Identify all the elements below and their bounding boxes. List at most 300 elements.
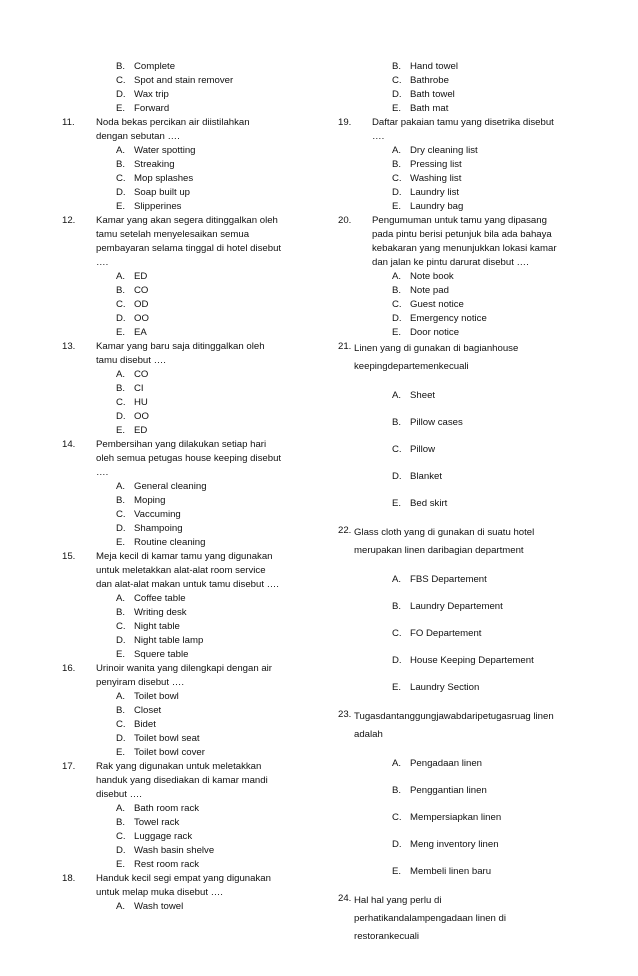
answer-option	[116, 480, 312, 494]
options	[116, 270, 312, 340]
option-letter: D.	[116, 313, 126, 324]
option-text: Membeli linen baru	[410, 866, 492, 877]
option-text: Pengadaan linen	[410, 758, 483, 769]
question	[338, 340, 586, 511]
answer-option	[116, 634, 312, 648]
options	[392, 144, 586, 214]
answer-option	[392, 102, 586, 116]
answer-option	[392, 298, 586, 312]
question-line: ….	[96, 467, 109, 478]
question-number: 12.	[62, 215, 76, 226]
answer-option	[116, 88, 312, 102]
question-line: ….	[96, 257, 109, 268]
option-text: Routine cleaning	[134, 537, 206, 548]
answer-option	[392, 654, 586, 668]
options	[116, 690, 312, 760]
question-text	[354, 524, 586, 560]
option-text: House Keeping Departement	[410, 655, 534, 666]
option-letter: B.	[116, 383, 126, 394]
answer-option	[116, 298, 312, 312]
question	[62, 760, 312, 872]
options	[392, 270, 586, 340]
option-letter: D.	[392, 655, 402, 666]
answer-option	[116, 620, 312, 634]
option-letter: D.	[392, 471, 402, 482]
question	[62, 662, 312, 760]
option-letter: E.	[116, 747, 126, 758]
answer-option	[116, 592, 312, 606]
option-text: Toilet bowl seat	[134, 733, 200, 744]
question-line: tamu setelah menyelesaikan semua	[96, 229, 250, 240]
question-number: 22.	[338, 525, 352, 536]
option-letter: B.	[116, 159, 126, 170]
question-text	[96, 550, 312, 592]
option-letter: D.	[392, 313, 402, 324]
option-text: Pressing list	[410, 159, 462, 170]
option-letter: C.	[116, 509, 126, 520]
option-text: Mempersiapkan linen	[410, 812, 502, 823]
option-text: Note pad	[410, 285, 449, 296]
answer-option	[392, 443, 586, 457]
answer-option	[392, 74, 586, 88]
option-letter: A.	[116, 803, 126, 814]
answer-option	[392, 811, 586, 825]
answer-option	[392, 284, 586, 298]
option-text: Laundry bag	[410, 201, 464, 212]
option-text: Squere table	[134, 649, 189, 660]
option-letter: A.	[116, 481, 126, 492]
question-text	[354, 892, 586, 946]
option-letter: A.	[116, 691, 126, 702]
option-text: Bed skirt	[410, 498, 448, 509]
option-letter: E.	[392, 866, 402, 877]
answer-option	[116, 424, 312, 438]
answer-option	[116, 704, 312, 718]
option-text: Toilet bowl	[134, 691, 179, 702]
question-text	[96, 116, 312, 144]
option-letter: B.	[116, 705, 126, 716]
option-text: Emergency notice	[410, 313, 487, 324]
question-text	[96, 662, 312, 690]
question-line: ….	[372, 131, 385, 142]
option-letter: E.	[116, 537, 126, 548]
left-questions	[62, 116, 312, 914]
answer-option	[116, 200, 312, 214]
option-letter: C.	[392, 812, 402, 823]
option-letter: A.	[116, 593, 126, 604]
option-text: Mop splashes	[134, 173, 194, 184]
answer-option	[116, 284, 312, 298]
option-text: Laundry list	[410, 187, 460, 198]
question-line: Rak yang digunakan untuk meletakkan	[96, 761, 262, 772]
option-letter: B.	[392, 285, 402, 296]
answer-option	[116, 536, 312, 550]
option-text: Writing desk	[134, 607, 187, 618]
option-text: Coffee table	[134, 593, 186, 604]
question-line: untuk melap muka disebut ….	[96, 887, 223, 898]
question	[62, 438, 312, 550]
option-letter: E.	[116, 327, 126, 338]
question	[338, 708, 586, 879]
question-number: 16.	[62, 663, 76, 674]
option-text: Pillow	[410, 444, 436, 455]
question-line: Pengumuman untuk tamu yang dipasang	[372, 215, 547, 226]
question-text	[96, 438, 312, 480]
question-number: 11.	[62, 117, 75, 128]
option-text: Meng inventory linen	[410, 839, 499, 850]
answer-option	[116, 410, 312, 424]
option-letter: B.	[392, 417, 402, 428]
options	[116, 802, 312, 872]
question-line: Glass cloth yang di gunakan di suatu hotel	[354, 527, 535, 538]
option-letter: D.	[116, 845, 126, 856]
option-text: Door notice	[410, 327, 460, 338]
answer-option	[392, 416, 586, 430]
question-line: tamu disebut ….	[96, 355, 166, 366]
question-line: Kamar yang baru saja ditinggalkan oleh	[96, 341, 265, 352]
option-text: Bath mat	[410, 103, 449, 114]
question-line: oleh semua petugas house keeping disebut	[96, 453, 282, 464]
question-number: 15.	[62, 551, 76, 562]
question-text	[372, 116, 586, 144]
option-text: OO	[134, 313, 149, 324]
answer-option	[392, 865, 586, 879]
option-letter: D.	[116, 89, 126, 100]
question	[338, 892, 586, 946]
option-text: General cleaning	[134, 481, 207, 492]
option-text: ED	[134, 425, 148, 436]
option-text: Hand towel	[410, 61, 458, 72]
question-number: 17.	[62, 761, 76, 772]
option-letter: E.	[392, 498, 402, 509]
option-letter: E.	[116, 103, 126, 114]
question-text	[96, 872, 312, 900]
option-letter: B.	[116, 61, 126, 72]
option-letter: A.	[116, 369, 126, 380]
answer-option	[116, 732, 312, 746]
answer-option	[392, 470, 586, 484]
option-letter: D.	[392, 187, 402, 198]
option-text: ED	[134, 271, 148, 282]
answer-option	[392, 681, 586, 695]
answer-option	[392, 186, 586, 200]
options	[116, 592, 312, 662]
answer-option	[116, 508, 312, 522]
option-text: EA	[134, 327, 147, 338]
answer-option	[392, 158, 586, 172]
question-line: perhatikandalampengadaan linen di	[354, 913, 507, 924]
question	[338, 524, 586, 695]
question-line: pada pintu berisi petunjuk bila ada bahaya	[372, 229, 552, 240]
question-line: Noda bekas percikan air diistilahkan	[96, 117, 250, 128]
answer-option	[116, 606, 312, 620]
answer-option	[116, 74, 312, 88]
answer-option	[116, 494, 312, 508]
option-letter: D.	[116, 635, 126, 646]
option-text: CO	[134, 369, 149, 380]
option-letter: C.	[116, 299, 126, 310]
question-line: keepingdepartemenkecuali	[354, 361, 469, 372]
option-letter: B.	[392, 159, 402, 170]
question-line: dan alat-alat makan untuk tamu disebut ….	[96, 579, 279, 590]
option-letter: C.	[116, 75, 126, 86]
answer-option	[116, 648, 312, 662]
left-lead-options	[116, 60, 312, 116]
option-letter: B.	[392, 61, 402, 72]
option-text: CI	[134, 383, 144, 394]
answer-option	[116, 60, 312, 74]
right-spaced-questions	[338, 340, 586, 946]
option-letter: B.	[392, 785, 402, 796]
option-text: Forward	[134, 103, 170, 114]
option-text: Bath room rack	[134, 803, 200, 814]
question-line: Urinoir wanita yang dilengkapi dengan air	[96, 663, 272, 674]
option-text: OD	[134, 299, 149, 310]
option-text: Soap built up	[134, 187, 191, 198]
question-line: dengan sebutan ….	[96, 131, 180, 142]
answer-option	[392, 627, 586, 641]
option-text: Moping	[134, 495, 166, 506]
question-text	[96, 214, 312, 270]
question-number: 20.	[338, 215, 352, 226]
option-text: Laundry Section	[410, 682, 480, 693]
option-text: Bathrobe	[410, 75, 449, 86]
question-text	[354, 340, 586, 376]
answer-option	[116, 144, 312, 158]
question	[62, 116, 312, 214]
option-letter: C.	[392, 75, 402, 86]
answer-option	[116, 172, 312, 186]
option-letter: D.	[392, 839, 402, 850]
left-column	[62, 60, 312, 914]
option-letter: E.	[392, 327, 402, 338]
question-number: 14.	[62, 439, 76, 450]
question-line: Handuk kecil segi empat yang digunakan	[96, 873, 271, 884]
question-line: disebut ….	[96, 789, 142, 800]
question-line: adalah	[354, 729, 383, 740]
option-text: Penggantian linen	[410, 785, 487, 796]
option-letter: E.	[392, 103, 402, 114]
option-text: Pillow cases	[410, 417, 463, 428]
answer-option	[116, 186, 312, 200]
question	[338, 116, 586, 214]
question-number: 24.	[338, 893, 352, 904]
answer-option	[392, 88, 586, 102]
option-text: Shampoing	[134, 523, 183, 534]
option-letter: C.	[116, 621, 126, 632]
answer-option	[116, 382, 312, 396]
option-text: Slipperines	[134, 201, 182, 212]
question-line: Meja kecil di kamar tamu yang digunakan	[96, 551, 273, 562]
options	[392, 389, 586, 511]
question-number: 23.	[338, 709, 352, 720]
option-letter: E.	[116, 425, 126, 436]
answer-option	[392, 172, 586, 186]
option-letter: A.	[116, 901, 126, 912]
question-line: Linen yang di gunakan di bagianhouse	[354, 343, 519, 354]
question-line: handuk yang disediakan di kamar mandi	[96, 775, 268, 786]
option-text: Wash towel	[134, 901, 184, 912]
options	[116, 144, 312, 214]
answer-option	[116, 270, 312, 284]
option-text: Night table lamp	[134, 635, 204, 646]
question	[338, 214, 586, 340]
question-text	[96, 340, 312, 368]
answer-option	[392, 600, 586, 614]
answer-option	[116, 102, 312, 116]
answer-option	[392, 838, 586, 852]
options	[392, 573, 586, 695]
option-text: Sheet	[410, 390, 436, 401]
answer-option	[116, 522, 312, 536]
option-text: Bath towel	[410, 89, 455, 100]
answer-option	[116, 396, 312, 410]
option-letter: A.	[116, 145, 126, 156]
option-text: Wash basin shelve	[134, 845, 215, 856]
option-text: HU	[134, 397, 148, 408]
option-text: Wax trip	[134, 89, 169, 100]
option-letter: E.	[392, 201, 402, 212]
option-letter: E.	[116, 649, 126, 660]
answer-option	[116, 312, 312, 326]
answer-option	[116, 746, 312, 760]
answer-option	[392, 312, 586, 326]
option-letter: C.	[392, 173, 402, 184]
right-questions	[338, 116, 586, 340]
option-letter: A.	[392, 574, 402, 585]
answer-option	[392, 757, 586, 771]
option-text: Note book	[410, 271, 454, 282]
option-text: Spot and stain remover	[134, 75, 234, 86]
question-line: dan jalan ke pintu darurat disebut ….	[372, 257, 529, 268]
option-letter: C.	[392, 444, 402, 455]
option-letter: B.	[116, 495, 126, 506]
option-letter: B.	[392, 601, 402, 612]
question-line: kebakaran yang menunjukkan lokasi kamar	[372, 243, 557, 254]
option-text: Bidet	[134, 719, 156, 730]
option-text: Blanket	[410, 471, 442, 482]
question-line: Kamar yang akan segera ditinggalkan oleh	[96, 215, 278, 226]
question-line: Tugasdantanggungjawabdaripetugasruag linen	[354, 711, 554, 722]
option-text: Rest room rack	[134, 859, 200, 870]
answer-option	[116, 858, 312, 872]
option-text: Towel rack	[134, 817, 180, 828]
option-text: Guest notice	[410, 299, 464, 310]
question-number: 18.	[62, 873, 76, 884]
question-line: merupakan linen daribagian department	[354, 545, 524, 556]
answer-option	[116, 158, 312, 172]
option-text: Toilet bowl cover	[134, 747, 205, 758]
question-line: pembayaran selama tinggal di hotel disebut	[96, 243, 282, 254]
option-letter: E.	[392, 682, 402, 693]
answer-option	[392, 60, 586, 74]
option-text: Closet	[134, 705, 162, 716]
answer-option	[392, 326, 586, 340]
question-number: 19.	[338, 117, 352, 128]
option-letter: D.	[116, 733, 126, 744]
option-text: FO Departement	[410, 628, 482, 639]
option-text: Washing list	[410, 173, 462, 184]
option-letter: B.	[116, 817, 126, 828]
question-line: Pembersihan yang dilakukan setiap hari	[96, 439, 267, 450]
option-text: OO	[134, 411, 149, 422]
question-line: Hal hal yang perlu di	[354, 895, 442, 906]
answer-option	[392, 573, 586, 587]
question-line: Daftar pakaian tamu yang disetrika disebut	[372, 117, 554, 128]
option-text: CO	[134, 285, 149, 296]
option-letter: A.	[116, 271, 126, 282]
option-text: Vaccuming	[134, 509, 181, 520]
answer-option	[392, 200, 586, 214]
right-lead-options	[392, 60, 586, 116]
option-text: Luggage rack	[134, 831, 193, 842]
option-letter: C.	[392, 628, 402, 639]
answer-option	[116, 830, 312, 844]
answer-option	[116, 690, 312, 704]
question-line: restorankecuali	[354, 931, 420, 942]
answer-option	[116, 844, 312, 858]
option-text: Complete	[134, 61, 176, 72]
option-letter: D.	[116, 187, 126, 198]
answer-option	[392, 389, 586, 403]
question-line: untuk meletakkan alat-alat room service	[96, 565, 266, 576]
option-letter: C.	[116, 719, 126, 730]
option-letter: C.	[116, 173, 126, 184]
option-text: Streaking	[134, 159, 175, 170]
options	[116, 900, 312, 914]
answer-option	[116, 326, 312, 340]
option-letter: D.	[116, 411, 126, 422]
question	[62, 214, 312, 340]
option-letter: E.	[116, 201, 126, 212]
question-number: 13.	[62, 341, 76, 352]
option-text: Water spotting	[134, 145, 196, 156]
answer-option	[392, 784, 586, 798]
option-letter: C.	[392, 299, 402, 310]
question-number: 21.	[338, 341, 352, 352]
option-letter: D.	[392, 89, 402, 100]
option-letter: B.	[116, 285, 126, 296]
question-text	[96, 760, 312, 802]
question	[62, 872, 312, 914]
option-letter: B.	[116, 607, 126, 618]
option-letter: A.	[392, 758, 402, 769]
option-letter: D.	[116, 523, 126, 534]
option-letter: A.	[392, 271, 402, 282]
question	[62, 550, 312, 662]
right-column	[338, 60, 586, 954]
answer-option	[392, 497, 586, 511]
option-letter: E.	[116, 859, 126, 870]
option-letter: C.	[116, 397, 126, 408]
options	[392, 757, 586, 879]
answer-option	[392, 270, 586, 284]
option-text: Night table	[134, 621, 180, 632]
answer-option	[116, 718, 312, 732]
option-text: Dry cleaning list	[410, 145, 478, 156]
option-letter: A.	[392, 145, 402, 156]
option-text: Laundry Departement	[410, 601, 503, 612]
question-line: penyiram disebut ….	[96, 677, 184, 688]
option-text: FBS Departement	[410, 574, 487, 585]
answer-option	[116, 816, 312, 830]
answer-option	[116, 802, 312, 816]
options	[116, 480, 312, 550]
question-text	[354, 708, 586, 744]
option-letter: C.	[116, 831, 126, 842]
question-text	[372, 214, 586, 270]
question	[62, 340, 312, 438]
